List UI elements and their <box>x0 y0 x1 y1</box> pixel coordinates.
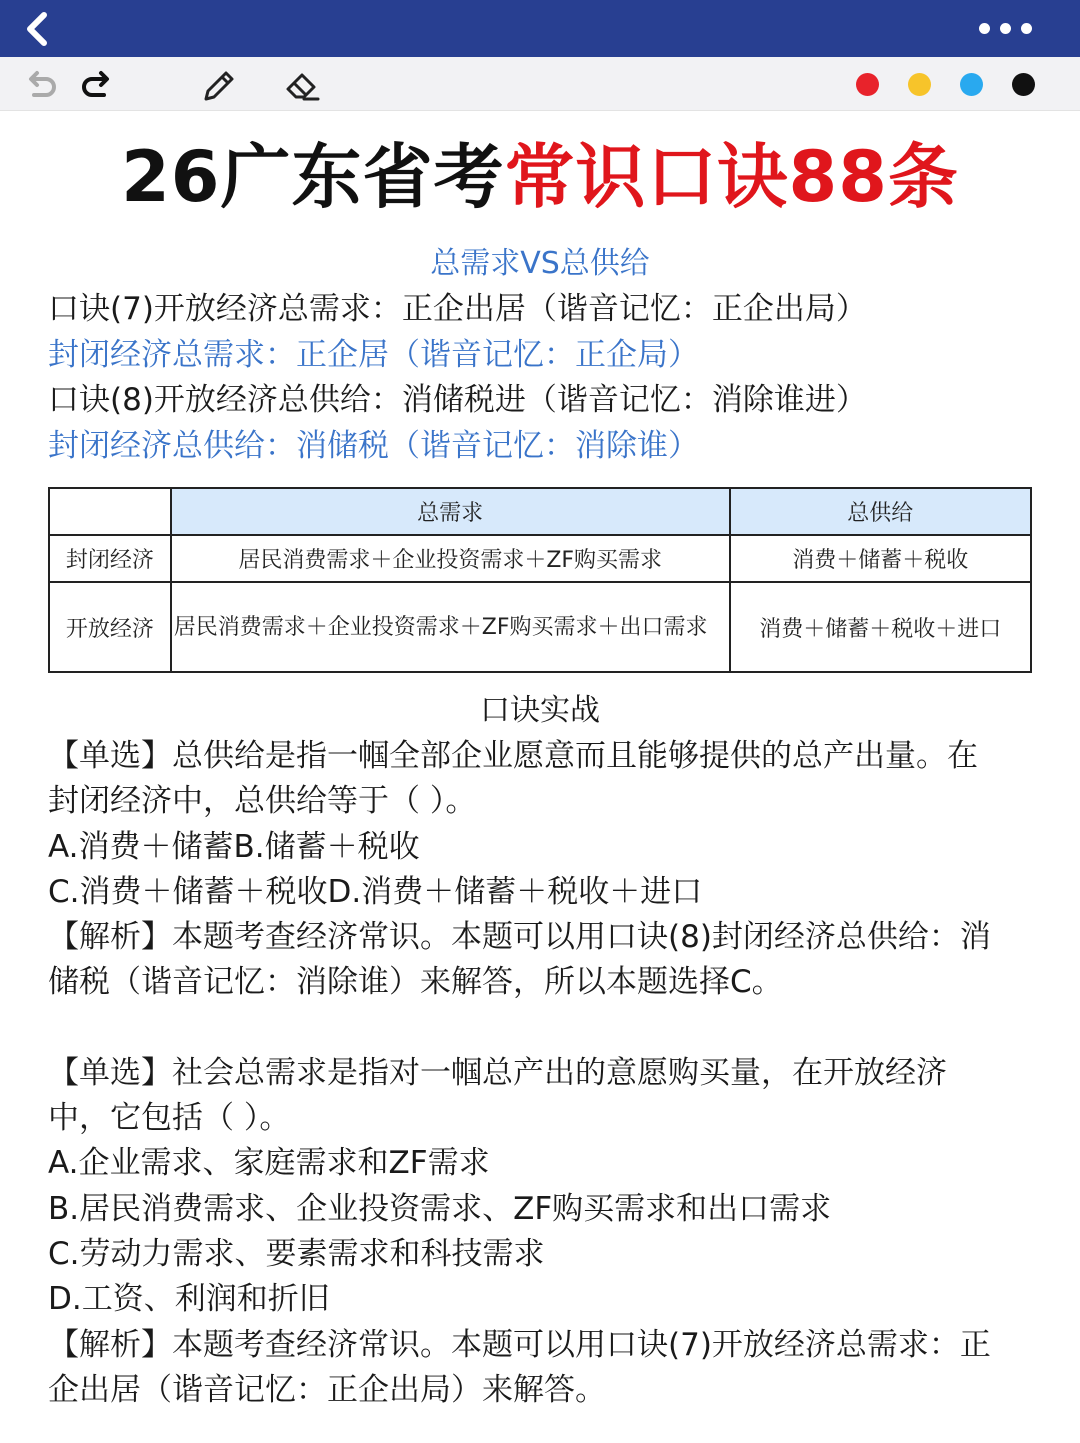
top-nav-bar <box>0 0 1080 57</box>
undo-icon <box>20 65 60 105</box>
redo-button[interactable] <box>78 65 118 105</box>
annotation-toolbar <box>0 57 1080 111</box>
mnemonic-line: 口诀(8)开放经济总供给：消储税进（谐音记忆：消除谁进） <box>48 382 867 418</box>
option-line: A.企业需求、家庭需求和ZF需求 <box>48 1145 490 1182</box>
spacer <box>48 1006 1038 1051</box>
pencil-icon <box>198 65 238 105</box>
question-line: 封闭经济中，总供给等于（ ）。 <box>48 783 477 820</box>
mnemonic-line: 封闭经济总供给：消储税（谐音记忆：消除谁） <box>48 427 699 464</box>
eraser-icon <box>282 65 322 105</box>
chevron-left-icon <box>18 9 58 49</box>
table-cell: 消费＋储蓄＋税收 <box>730 535 1031 582</box>
practice-title: 口诀实战 <box>480 693 600 728</box>
option-line: A.消费＋储蓄B.储蓄＋税收 <box>48 828 420 865</box>
title-part-1: 26广东省考 <box>121 136 505 218</box>
more-dot <box>1000 23 1011 34</box>
table-row <box>49 535 1031 582</box>
title-part-2: 常识口诀88条 <box>504 136 959 218</box>
mnemonic-line: 口诀(7)开放经济总需求：正企出居（谐音记忆：正企出局） <box>48 291 867 327</box>
question-line: 【单选】总供给是指一帼全部企业愿意而且能够提供的总产出量。在 <box>48 738 978 774</box>
analysis-line: 【解析】本题考查经济常识。本题可以用口诀(7)开放经济总需求：正 <box>48 1326 991 1363</box>
mnemonic-lines <box>48 287 1048 469</box>
option-line: C.消费＋储蓄＋税收D.消费＋储蓄＋税收＋进口 <box>48 873 703 910</box>
mnemonic-line: 封闭经济总需求：正企居（谐音记忆：正企局） <box>48 336 699 373</box>
undo-button[interactable] <box>20 65 60 105</box>
more-button[interactable] <box>974 14 1044 44</box>
analysis-line: 企出居（谐音记忆：正企出局）来解答。 <box>48 1371 606 1408</box>
table-row <box>49 582 1031 672</box>
question-line: 【单选】社会总需求是指对一帼总产出的意愿购买量，在开放经济 <box>48 1054 947 1091</box>
table-cell: 居民消费需求＋企业投资需求＋ZF购买需求 <box>171 535 730 582</box>
eraser-tool-button[interactable] <box>282 65 322 105</box>
color-black-swatch[interactable] <box>1012 73 1035 96</box>
color-red-swatch[interactable] <box>856 73 879 96</box>
question-line: 中，它包括（ ）。 <box>48 1100 291 1137</box>
table-cell: 开放经济 <box>49 582 171 672</box>
table-header-row <box>49 488 1031 535</box>
table-header-cell: 总供给 <box>730 488 1031 535</box>
more-dots-icon <box>979 23 990 34</box>
analysis-line: 【解析】本题考查经济常识。本题可以用口诀(8)封闭经济总供给：消 <box>48 919 991 956</box>
practice-questions <box>48 734 1038 1413</box>
table-cell: 封闭经济 <box>49 535 171 582</box>
table-cell: 居民消费需求＋企业投资需求＋ZF购买需求＋出口需求 <box>171 582 730 672</box>
pen-tool-button[interactable] <box>198 65 238 105</box>
section-subtitle: 总需求VS总供给 <box>430 246 650 281</box>
table-header-cell: 总需求 <box>171 488 730 535</box>
color-blue-swatch[interactable] <box>960 73 983 96</box>
option-line: C.劳动力需求、要素需求和科技需求 <box>48 1235 545 1272</box>
color-yellow-swatch[interactable] <box>908 73 931 96</box>
comparison-table <box>48 487 1032 673</box>
redo-icon <box>78 65 118 105</box>
table-cell: 消费＋储蓄＋税收＋进口 <box>730 582 1031 672</box>
page-title <box>0 132 1080 222</box>
back-button[interactable] <box>18 9 58 49</box>
option-line: D.工资、利润和折旧 <box>48 1281 330 1318</box>
more-dot <box>1021 23 1032 34</box>
table-header-cell <box>49 488 171 535</box>
analysis-line: 储税（谐音记忆：消除谁）来解答，所以本题选择C。 <box>48 964 783 1001</box>
option-line: B.居民消费需求、企业投资需求、ZF购买需求和出口需求 <box>48 1190 832 1227</box>
